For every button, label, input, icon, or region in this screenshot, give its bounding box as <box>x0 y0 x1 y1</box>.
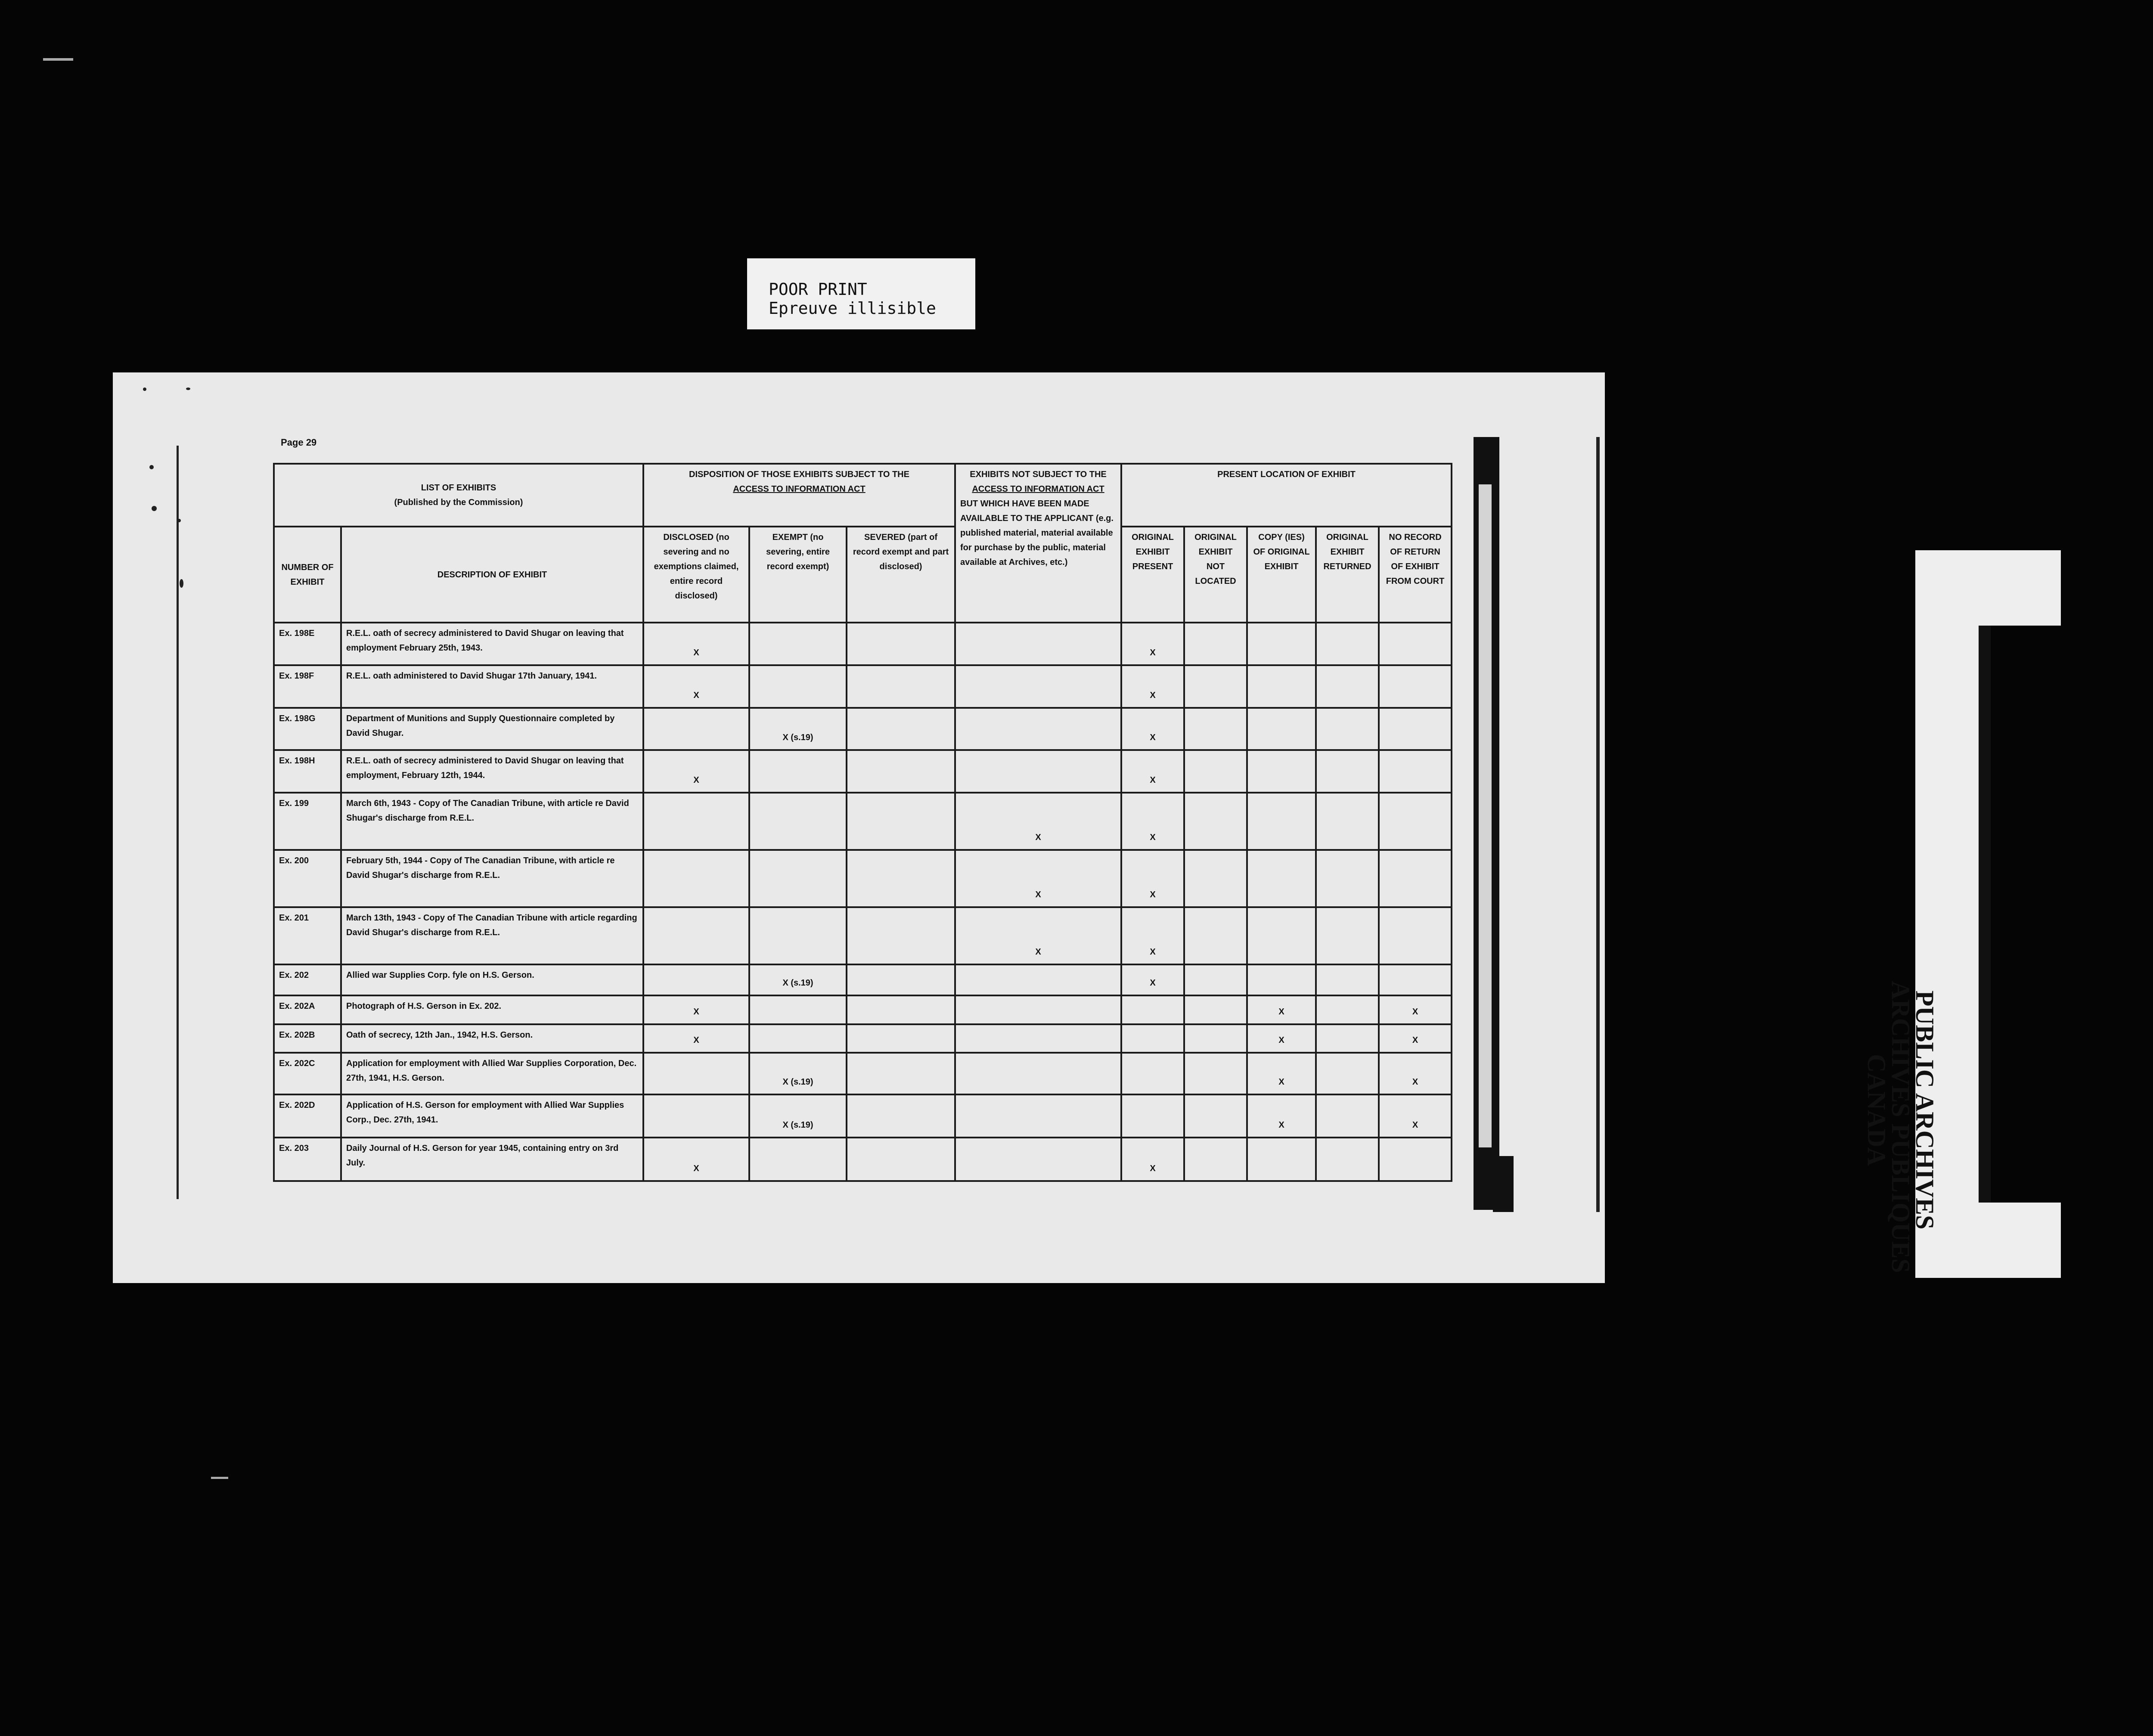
exhibit-no-record-mark <box>1379 750 1452 793</box>
exhibit-severed-mark <box>847 1094 955 1138</box>
exhibit-severed-mark <box>847 750 955 793</box>
stamp-notch <box>1991 626 2061 1203</box>
speck <box>177 519 181 522</box>
exhibit-severed-mark <box>847 1053 955 1094</box>
exhibit-number: Ex. 202A <box>274 995 341 1024</box>
exhibit-no-record-mark <box>1379 850 1452 907</box>
exhibit-copy-mark <box>1247 907 1316 964</box>
exhibit-number: Ex. 199 <box>274 793 341 850</box>
exhibit-copy-mark <box>1247 850 1316 907</box>
exhibit-not-located-mark <box>1184 995 1247 1024</box>
exhibit-returned-mark <box>1316 750 1379 793</box>
exhibit-severed-mark <box>847 850 955 907</box>
exhibit-number: Ex. 202D <box>274 1094 341 1138</box>
exhibit-number: Ex. 202B <box>274 1024 341 1053</box>
no-record-column-header: NO RECORD OF RETURN OF EXHIBIT FROM COURT <box>1379 527 1452 623</box>
exhibit-returned-mark <box>1316 665 1379 708</box>
exhibit-not-located-mark <box>1184 907 1247 964</box>
exhibit-exempt-mark <box>749 907 847 964</box>
not-subject-header-title: EXHIBITS NOT SUBJECT TO THE <box>970 470 1107 479</box>
exhibit-returned-mark <box>1316 708 1379 750</box>
copy-column-header: COPY (IES) OF ORIGINAL EXHIBIT <box>1247 527 1316 623</box>
severed-column-header: SEVERED (part of record exempt and part disclosed) <box>847 527 955 623</box>
speck <box>149 465 154 469</box>
exhibit-disclosed-mark <box>643 1094 749 1138</box>
exhibit-no-record-mark <box>1379 964 1452 995</box>
exhibit-disclosed-mark <box>643 907 749 964</box>
exhibit-disclosed-mark: X <box>643 995 749 1024</box>
exhibit-description: R.E.L. oath of secrecy administered to David Shugar on leaving that employment, February 12th, 1944. <box>341 750 643 793</box>
dust-mark <box>43 58 73 61</box>
original-present-column-header: ORIGINAL EXHIBIT PRESENT <box>1121 527 1184 623</box>
exhibit-not-located-mark <box>1184 665 1247 708</box>
number-column-header: NUMBER OF EXHIBIT <box>274 527 341 623</box>
not-subject-header-act: ACCESS TO INFORMATION ACT <box>972 484 1104 494</box>
list-of-exhibits-header <box>274 464 643 527</box>
exhibit-description: Application of H.S. Gerson for employment with Allied War Supplies Corp., Dec. 27th, 1941. <box>341 1094 643 1138</box>
exhibit-row <box>274 1053 1452 1094</box>
exhibit-disclosed-mark <box>643 793 749 850</box>
exempt-column-header: EXEMPT (no severing, entire record exempt) <box>749 527 847 623</box>
exhibit-copy-mark <box>1247 708 1316 750</box>
exhibit-exempt-mark: X (s.19) <box>749 1053 847 1094</box>
exhibit-number: Ex. 200 <box>274 850 341 907</box>
exhibit-not-located-mark <box>1184 708 1247 750</box>
exhibit-disclosed-mark <box>643 964 749 995</box>
exhibit-present-mark <box>1121 1053 1184 1094</box>
exhibit-disclosed-mark: X <box>643 750 749 793</box>
exhibit-severed-mark <box>847 793 955 850</box>
exhibit-description: Application for employment with Allied War Supplies Corporation, Dec. 27th, 1941, H.S. Gerson. <box>341 1053 643 1094</box>
exhibit-exempt-mark <box>749 850 847 907</box>
dust-mark <box>211 1477 228 1479</box>
exhibit-disclosed-mark: X <box>643 1138 749 1181</box>
exhibit-no-record-mark <box>1379 793 1452 850</box>
disposition-header-act: ACCESS TO INFORMATION ACT <box>733 484 866 494</box>
exhibit-description: March 13th, 1943 - Copy of The Canadian Tribune with article regarding David Shugar's discharge from R.E.L. <box>341 907 643 964</box>
exhibit-description: R.E.L. oath administered to David Shugar 17th January, 1941. <box>341 665 643 708</box>
exhibit-not-located-mark <box>1184 623 1247 665</box>
exhibit-not-subject-mark <box>955 708 1121 750</box>
exhibit-row <box>274 964 1452 995</box>
exhibit-exempt-mark <box>749 665 847 708</box>
exhibit-copy-mark: X <box>1247 1053 1316 1094</box>
original-returned-column-header: ORIGINAL EXHIBIT RETURNED <box>1316 527 1379 623</box>
disposition-header <box>643 464 955 527</box>
exhibit-description: Department of Munitions and Supply Questionnaire completed by David Shugar. <box>341 708 643 750</box>
exhibit-exempt-mark <box>749 1138 847 1181</box>
exhibit-returned-mark <box>1316 1094 1379 1138</box>
exhibit-copy-mark: X <box>1247 995 1316 1024</box>
exhibit-copy-mark <box>1247 793 1316 850</box>
exhibit-number: Ex. 198E <box>274 623 341 665</box>
list-header-subtitle: (Published by the Commission) <box>394 497 523 507</box>
page-number: Page 29 <box>281 437 317 448</box>
exhibit-present-mark: X <box>1121 665 1184 708</box>
exhibit-description: R.E.L. oath of secrecy administered to David Shugar on leaving that employment February 25th, 1943. <box>341 623 643 665</box>
exhibit-row <box>274 623 1452 665</box>
exhibit-number: Ex. 202 <box>274 964 341 995</box>
exhibit-row <box>274 850 1452 907</box>
speck <box>143 388 146 391</box>
exhibit-disclosed-mark: X <box>643 665 749 708</box>
disclosed-column-header: DISCLOSED (no severing and no exemptions claimed, entire record disclosed) <box>643 527 749 623</box>
exhibit-disclosed-mark: X <box>643 1024 749 1053</box>
exhibit-number: Ex. 198F <box>274 665 341 708</box>
exhibit-row <box>274 665 1452 708</box>
exhibit-present-mark: X <box>1121 850 1184 907</box>
exhibit-description: March 6th, 1943 - Copy of The Canadian Tribune, with article re David Shugar's discharge from R.E.L. <box>341 793 643 850</box>
exhibit-copy-mark <box>1247 1138 1316 1181</box>
exhibit-not-subject-mark: X <box>955 793 1121 850</box>
exhibit-present-mark: X <box>1121 1138 1184 1181</box>
exhibit-present-mark: X <box>1121 623 1184 665</box>
exhibit-description: Photograph of H.S. Gerson in Ex. 202. <box>341 995 643 1024</box>
exhibit-not-subject-mark: X <box>955 850 1121 907</box>
speck <box>186 388 190 390</box>
not-subject-header-note: BUT WHICH HAVE BEEN MADE AVAILABLE TO THE APPLICANT (e.g. published material, material available for purchase by the public, material available at Archives, etc.) <box>960 499 1114 567</box>
exhibit-returned-mark <box>1316 1138 1379 1181</box>
exhibit-description: February 5th, 1944 - Copy of The Canadian Tribune, with article re David Shugar's discharge from R.E.L. <box>341 850 643 907</box>
exhibit-present-mark: X <box>1121 793 1184 850</box>
exhibit-copy-mark: X <box>1247 1024 1316 1053</box>
binder-foot <box>1493 1156 1514 1212</box>
disposition-header-title: DISPOSITION OF THOSE EXHIBITS SUBJECT TO THE <box>689 470 909 479</box>
exhibit-returned-mark <box>1316 793 1379 850</box>
exhibit-exempt-mark <box>749 1024 847 1053</box>
list-header-title: LIST OF EXHIBITS <box>421 483 496 493</box>
exhibit-present-mark: X <box>1121 907 1184 964</box>
location-header-title: PRESENT LOCATION OF EXHIBIT <box>1217 470 1356 479</box>
exhibit-description: Allied war Supplies Corp. fyle on H.S. Gerson. <box>341 964 643 995</box>
exhibit-severed-mark <box>847 964 955 995</box>
exhibit-present-mark <box>1121 995 1184 1024</box>
archives-stamp <box>1862 550 2061 1278</box>
exhibit-present-mark: X <box>1121 708 1184 750</box>
exhibit-severed-mark <box>847 1138 955 1181</box>
exhibit-number: Ex. 201 <box>274 907 341 964</box>
exhibits-table <box>273 463 1452 1182</box>
exhibit-not-located-mark <box>1184 750 1247 793</box>
archives-stamp-text <box>1862 981 1939 1273</box>
exhibit-no-record-mark <box>1379 1138 1452 1181</box>
speck <box>180 579 183 588</box>
exhibit-present-mark <box>1121 1094 1184 1138</box>
exhibit-exempt-mark <box>749 793 847 850</box>
exhibit-no-record-mark <box>1379 623 1452 665</box>
document-page <box>113 372 1605 1283</box>
poor-print-line-2: Epreuve illisible <box>769 299 936 318</box>
exhibit-row <box>274 1094 1452 1138</box>
exhibit-copy-mark <box>1247 665 1316 708</box>
left-margin-line <box>177 446 179 1199</box>
exhibit-exempt-mark <box>749 750 847 793</box>
stamp-line-2: ARCHIVES PUBLIQUES <box>1886 981 1915 1273</box>
binder-inner <box>1479 484 1492 1147</box>
exhibit-description: Daily Journal of H.S. Gerson for year 1945, containing entry on 3rd July. <box>341 1138 643 1181</box>
exhibit-no-record-mark: X <box>1379 995 1452 1024</box>
stamp-line-1: PUBLIC ARCHIVES <box>1911 990 1939 1230</box>
original-not-located-column-header: ORIGINAL EXHIBIT NOT LOCATED <box>1184 527 1247 623</box>
exhibit-no-record-mark: X <box>1379 1053 1452 1094</box>
exhibit-severed-mark <box>847 708 955 750</box>
exhibit-copy-mark: X <box>1247 1094 1316 1138</box>
exhibit-severed-mark <box>847 1024 955 1053</box>
exhibit-present-mark: X <box>1121 750 1184 793</box>
exhibit-disclosed-mark: X <box>643 623 749 665</box>
poor-print-label <box>747 258 975 329</box>
exhibit-returned-mark <box>1316 623 1379 665</box>
exhibit-returned-mark <box>1316 1053 1379 1094</box>
speck <box>152 506 157 511</box>
exhibit-not-subject-mark <box>955 623 1121 665</box>
exhibit-description: Oath of secrecy, 12th Jan., 1942, H.S. Gerson. <box>341 1024 643 1053</box>
exhibit-not-subject-mark <box>955 964 1121 995</box>
exhibit-row <box>274 708 1452 750</box>
exhibit-not-subject-mark <box>955 995 1121 1024</box>
binder-strip <box>1474 437 1499 1210</box>
exhibit-disclosed-mark <box>643 708 749 750</box>
exhibit-disclosed-mark <box>643 850 749 907</box>
exhibit-not-located-mark <box>1184 1094 1247 1138</box>
exhibit-not-subject-mark <box>955 1138 1121 1181</box>
exhibit-exempt-mark: X (s.19) <box>749 964 847 995</box>
exhibit-returned-mark <box>1316 1024 1379 1053</box>
exhibit-copy-mark <box>1247 623 1316 665</box>
exhibit-not-located-mark <box>1184 1053 1247 1094</box>
exhibit-returned-mark <box>1316 907 1379 964</box>
exhibit-returned-mark <box>1316 964 1379 995</box>
exhibit-no-record-mark <box>1379 907 1452 964</box>
exhibit-severed-mark <box>847 623 955 665</box>
exhibit-not-located-mark <box>1184 1024 1247 1053</box>
location-header <box>1121 464 1452 527</box>
exhibit-returned-mark <box>1316 850 1379 907</box>
exhibit-exempt-mark <box>749 623 847 665</box>
exhibit-not-located-mark <box>1184 964 1247 995</box>
exhibit-number: Ex. 198H <box>274 750 341 793</box>
exhibit-row <box>274 1138 1452 1181</box>
exhibit-row <box>274 1024 1452 1053</box>
exhibit-present-mark <box>1121 1024 1184 1053</box>
exhibit-number: Ex. 202C <box>274 1053 341 1094</box>
exhibit-no-record-mark <box>1379 665 1452 708</box>
exhibit-not-located-mark <box>1184 850 1247 907</box>
exhibit-no-record-mark: X <box>1379 1094 1452 1138</box>
exhibit-severed-mark <box>847 665 955 708</box>
right-edge-line <box>1596 437 1600 1212</box>
exhibit-no-record-mark <box>1379 708 1452 750</box>
exhibit-copy-mark <box>1247 750 1316 793</box>
exhibit-returned-mark <box>1316 995 1379 1024</box>
exhibit-not-located-mark <box>1184 1138 1247 1181</box>
exhibit-no-record-mark: X <box>1379 1024 1452 1053</box>
poor-print-line-1: POOR PRINT <box>769 280 867 299</box>
exhibit-copy-mark <box>1247 964 1316 995</box>
exhibit-not-subject-mark <box>955 1053 1121 1094</box>
exhibit-not-subject-mark <box>955 1024 1121 1053</box>
exhibit-row <box>274 793 1452 850</box>
stamp-line-3: CANADA <box>1862 1054 1891 1166</box>
exhibit-exempt-mark <box>749 995 847 1024</box>
exhibit-present-mark: X <box>1121 964 1184 995</box>
exhibit-severed-mark <box>847 907 955 964</box>
exhibit-not-subject-mark <box>955 1094 1121 1138</box>
exhibit-number: Ex. 203 <box>274 1138 341 1181</box>
exhibit-disclosed-mark <box>643 1053 749 1094</box>
exhibit-exempt-mark: X (s.19) <box>749 1094 847 1138</box>
exhibit-row <box>274 750 1452 793</box>
exhibit-exempt-mark: X (s.19) <box>749 708 847 750</box>
exhibit-number: Ex. 198G <box>274 708 341 750</box>
exhibit-row <box>274 995 1452 1024</box>
exhibit-not-subject-mark <box>955 750 1121 793</box>
description-column-header: DESCRIPTION OF EXHIBIT <box>341 527 643 623</box>
not-subject-header <box>955 464 1121 623</box>
exhibit-row <box>274 907 1452 964</box>
exhibit-not-subject-mark: X <box>955 907 1121 964</box>
exhibit-severed-mark <box>847 995 955 1024</box>
exhibit-not-located-mark <box>1184 793 1247 850</box>
exhibit-not-subject-mark <box>955 665 1121 708</box>
